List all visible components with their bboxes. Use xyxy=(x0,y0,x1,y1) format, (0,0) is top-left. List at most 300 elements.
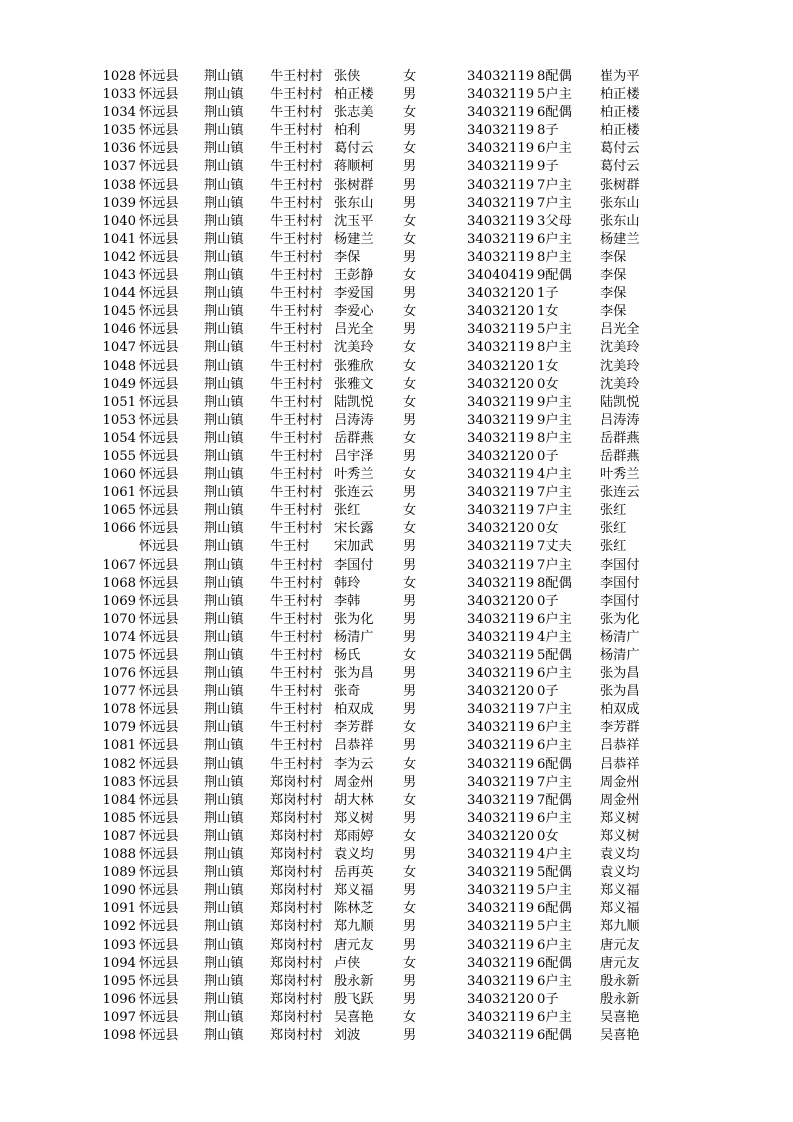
cell-county: 怀远县 xyxy=(139,593,179,609)
cell-county: 怀远县 xyxy=(139,937,179,953)
cell-village: 郑岗村村 xyxy=(270,955,323,971)
table-row xyxy=(0,231,793,249)
cell-town: 荆山镇 xyxy=(204,105,244,121)
table-row xyxy=(0,918,793,936)
cell-head: 崔为平 xyxy=(600,69,640,84)
table-row xyxy=(0,701,793,719)
cell-gender: 男 xyxy=(403,177,417,193)
cell-name: 杨建兰 xyxy=(334,231,374,247)
cell-gender: 男 xyxy=(403,159,417,175)
cell-name: 宋加武 xyxy=(334,539,374,555)
cell-village: 郑岗村村 xyxy=(270,792,323,808)
cell-rel: 4户主 xyxy=(537,847,572,863)
cell-rel: 9子 xyxy=(537,159,559,175)
cell-name: 周金州 xyxy=(334,774,374,790)
cell-head: 殷永新 xyxy=(600,991,640,1007)
cell-village: 牛王村村 xyxy=(270,756,323,772)
table-row xyxy=(0,86,793,104)
cell-head: 周金州 xyxy=(600,774,640,790)
cell-gender: 男 xyxy=(403,774,417,790)
cell-village: 郑岗村村 xyxy=(270,1009,323,1025)
cell-idnum: 34032119 xyxy=(467,629,535,645)
cell-id: 1094 xyxy=(102,955,136,971)
cell-head: 袁义均 xyxy=(600,847,640,863)
cell-name: 岳群燕 xyxy=(334,430,374,446)
cell-town: 荆山镇 xyxy=(204,503,244,519)
cell-village: 牛王村村 xyxy=(270,702,323,718)
cell-name: 张为昌 xyxy=(334,666,374,682)
cell-idnum: 34032120 xyxy=(467,593,535,609)
cell-gender: 男 xyxy=(403,593,417,609)
cell-rel: 7户主 xyxy=(537,557,572,573)
cell-head: 岳群燕 xyxy=(600,430,640,446)
table-row xyxy=(0,213,793,231)
cell-village: 牛王村村 xyxy=(270,394,323,410)
cell-id: 1093 xyxy=(102,937,136,953)
cell-idnum: 34040419 xyxy=(467,268,535,284)
cell-town: 荆山镇 xyxy=(204,792,244,808)
table-row xyxy=(0,321,793,339)
cell-gender: 男 xyxy=(403,322,417,338)
cell-village: 牛王村村 xyxy=(270,159,323,175)
cell-name: 刘波 xyxy=(334,1027,361,1043)
cell-id: 1083 xyxy=(102,774,136,790)
cell-rel: 6户主 xyxy=(537,141,572,157)
cell-village: 牛王村村 xyxy=(270,575,323,591)
cell-idnum: 34032119 xyxy=(467,249,535,265)
cell-head: 李保 xyxy=(600,249,627,265)
cell-gender: 男 xyxy=(403,485,417,501)
cell-rel: 4户主 xyxy=(537,629,572,645)
table-row xyxy=(0,900,793,918)
cell-idnum: 34032119 xyxy=(467,539,535,555)
cell-name: 郑雨婷 xyxy=(334,828,374,844)
cell-gender: 女 xyxy=(403,340,417,356)
cell-county: 怀远县 xyxy=(139,213,179,229)
cell-county: 怀远县 xyxy=(139,1009,179,1025)
table-row xyxy=(0,665,793,683)
cell-id: 1061 xyxy=(102,485,136,501)
table-row xyxy=(0,285,793,303)
cell-head: 郑义树 xyxy=(600,828,640,844)
cell-id: 1098 xyxy=(102,1027,136,1043)
cell-gender: 女 xyxy=(403,792,417,808)
cell-idnum: 34032119 xyxy=(467,467,535,483)
cell-idnum: 34032119 xyxy=(467,412,535,428)
cell-id: 1051 xyxy=(102,394,136,410)
cell-rel: 5户主 xyxy=(537,883,572,899)
cell-town: 荆山镇 xyxy=(204,629,244,645)
table-row xyxy=(0,557,793,575)
cell-county: 怀远县 xyxy=(139,340,179,356)
cell-gender: 男 xyxy=(403,1027,417,1043)
cell-county: 怀远县 xyxy=(139,430,179,446)
cell-rel: 0女 xyxy=(537,376,559,392)
cell-id: 1038 xyxy=(102,177,136,193)
cell-county: 怀远县 xyxy=(139,774,179,790)
cell-head: 柏正楼 xyxy=(600,123,640,139)
cell-id: 1084 xyxy=(102,792,136,808)
cell-name: 陈林芝 xyxy=(334,901,374,917)
cell-name: 蒋顺柯 xyxy=(334,159,374,175)
cell-rel: 7户主 xyxy=(537,774,572,790)
cell-idnum: 34032119 xyxy=(467,720,535,736)
cell-county: 怀远县 xyxy=(139,448,179,464)
cell-name: 张侠 xyxy=(334,69,361,84)
cell-id: 1088 xyxy=(102,847,136,863)
cell-id: 1087 xyxy=(102,828,136,844)
cell-village: 郑岗村村 xyxy=(270,1027,323,1043)
cell-id: 1044 xyxy=(102,286,136,302)
cell-rel: 5配偶 xyxy=(537,648,572,663)
cell-name: 吕恭祥 xyxy=(334,738,374,754)
cell-id: 1070 xyxy=(102,611,136,627)
cell-county: 怀远县 xyxy=(139,485,179,501)
cell-head: 吴喜艳 xyxy=(600,1009,640,1025)
cell-town: 荆山镇 xyxy=(204,412,244,428)
cell-county: 怀远县 xyxy=(139,231,179,247)
table-row xyxy=(0,195,793,213)
cell-village: 牛王村村 xyxy=(270,611,323,627)
cell-idnum: 34032119 xyxy=(467,792,535,808)
cell-idnum: 34032119 xyxy=(467,901,535,917)
cell-id: 1097 xyxy=(102,1009,136,1025)
cell-town: 荆山镇 xyxy=(204,955,244,971)
cell-gender: 女 xyxy=(403,430,417,446)
cell-gender: 男 xyxy=(403,629,417,645)
table-row xyxy=(0,502,793,520)
cell-town: 荆山镇 xyxy=(204,249,244,265)
cell-id: 1095 xyxy=(102,973,136,989)
cell-gender: 男 xyxy=(403,666,417,682)
cell-head: 唐元友 xyxy=(600,937,640,953)
cell-name: 郑义福 xyxy=(334,883,374,899)
cell-head: 沈美玲 xyxy=(600,376,640,392)
cell-name: 韩玲 xyxy=(334,575,361,591)
cell-gender: 女 xyxy=(403,1009,417,1025)
cell-town: 荆山镇 xyxy=(204,69,244,84)
cell-village: 牛王村村 xyxy=(270,358,323,374)
cell-town: 荆山镇 xyxy=(204,702,244,718)
cell-idnum: 34032119 xyxy=(467,865,535,881)
cell-id: 1054 xyxy=(102,430,136,446)
cell-rel: 6配偶 xyxy=(537,955,572,971)
table-row xyxy=(0,339,793,357)
cell-name: 柏正楼 xyxy=(334,87,374,103)
table-row xyxy=(0,303,793,321)
cell-name: 郑义树 xyxy=(334,810,374,826)
cell-name: 杨清广 xyxy=(334,629,374,645)
cell-town: 荆山镇 xyxy=(204,1009,244,1025)
cell-head: 李芳群 xyxy=(600,720,640,736)
cell-name: 袁义均 xyxy=(334,847,374,863)
cell-idnum: 34032119 xyxy=(467,1027,535,1043)
cell-town: 荆山镇 xyxy=(204,557,244,573)
cell-idnum: 34032119 xyxy=(467,430,535,446)
cell-id: 1079 xyxy=(102,720,136,736)
cell-rel: 7户主 xyxy=(537,485,572,501)
cell-idnum: 34032119 xyxy=(467,702,535,718)
cell-rel: 6户主 xyxy=(537,611,572,627)
table-row xyxy=(0,647,793,665)
cell-county: 怀远县 xyxy=(139,322,179,338)
cell-town: 荆山镇 xyxy=(204,485,244,501)
cell-county: 怀远县 xyxy=(139,159,179,175)
cell-village: 牛王村村 xyxy=(270,720,323,736)
cell-idnum: 34032119 xyxy=(467,611,535,627)
cell-head: 张红 xyxy=(600,521,627,537)
cell-county: 怀远县 xyxy=(139,177,179,193)
cell-county: 怀远县 xyxy=(139,358,179,374)
cell-idnum: 34032119 xyxy=(467,810,535,826)
cell-county: 怀远县 xyxy=(139,991,179,1007)
cell-rel: 0女 xyxy=(537,521,559,537)
cell-county: 怀远县 xyxy=(139,973,179,989)
cell-head: 李国付 xyxy=(600,575,640,591)
cell-town: 荆山镇 xyxy=(204,123,244,139)
cell-name: 唐元友 xyxy=(334,937,374,953)
cell-town: 荆山镇 xyxy=(204,865,244,881)
cell-name: 殷飞跃 xyxy=(334,991,374,1007)
cell-idnum: 34032119 xyxy=(467,87,535,103)
table-row xyxy=(0,484,793,502)
cell-village: 牛王村村 xyxy=(270,448,323,464)
cell-county: 怀远县 xyxy=(139,249,179,265)
cell-rel: 7户主 xyxy=(537,177,572,193)
cell-rel: 6配偶 xyxy=(537,105,572,121)
cell-head: 李保 xyxy=(600,286,627,302)
cell-village: 牛王村村 xyxy=(270,666,323,682)
cell-rel: 3父母 xyxy=(537,213,572,229)
cell-gender: 女 xyxy=(403,828,417,844)
cell-county: 怀远县 xyxy=(139,467,179,483)
cell-id: 1085 xyxy=(102,810,136,826)
cell-village: 牛王村村 xyxy=(270,304,323,320)
cell-id: 1049 xyxy=(102,376,136,392)
table-row xyxy=(0,737,793,755)
cell-head: 李国付 xyxy=(600,593,640,609)
table-row xyxy=(0,249,793,267)
cell-head: 张为昌 xyxy=(600,684,640,700)
cell-town: 荆山镇 xyxy=(204,611,244,627)
cell-idnum: 34032119 xyxy=(467,738,535,754)
cell-rel: 5户主 xyxy=(537,87,572,103)
cell-county: 怀远县 xyxy=(139,376,179,392)
cell-county: 怀远县 xyxy=(139,1027,179,1043)
table-row xyxy=(0,1027,793,1045)
cell-town: 荆山镇 xyxy=(204,521,244,537)
cell-head: 袁义均 xyxy=(600,865,640,881)
cell-name: 吕光全 xyxy=(334,322,374,338)
cell-town: 荆山镇 xyxy=(204,141,244,157)
cell-gender: 男 xyxy=(403,973,417,989)
cell-head: 李国付 xyxy=(600,557,640,573)
cell-gender: 女 xyxy=(403,467,417,483)
cell-county: 怀远县 xyxy=(139,919,179,935)
cell-id: 1036 xyxy=(102,141,136,157)
table-row xyxy=(0,448,793,466)
table-row xyxy=(0,973,793,991)
cell-village: 郑岗村村 xyxy=(270,937,323,953)
cell-head: 张树群 xyxy=(600,177,640,193)
table-row xyxy=(0,177,793,195)
table-row xyxy=(0,846,793,864)
cell-gender: 女 xyxy=(403,231,417,247)
cell-name: 张志美 xyxy=(334,105,374,121)
cell-county: 怀远县 xyxy=(139,792,179,808)
cell-idnum: 34032119 xyxy=(467,847,535,863)
cell-town: 荆山镇 xyxy=(204,828,244,844)
cell-village: 牛王村村 xyxy=(270,87,323,103)
cell-head: 吕恭祥 xyxy=(600,738,640,754)
cell-idnum: 34032120 xyxy=(467,828,535,844)
cell-idnum: 34032119 xyxy=(467,105,535,121)
cell-rel: 7户主 xyxy=(537,503,572,519)
cell-head: 殷永新 xyxy=(600,973,640,989)
cell-village: 牛王村村 xyxy=(270,684,323,700)
cell-county: 怀远县 xyxy=(139,611,179,627)
cell-id: 1046 xyxy=(102,322,136,338)
cell-name: 李爱心 xyxy=(334,304,374,320)
cell-head: 吴喜艳 xyxy=(600,1027,640,1043)
cell-rel: 7户主 xyxy=(537,702,572,718)
cell-idnum: 34032119 xyxy=(467,557,535,573)
cell-gender: 男 xyxy=(403,123,417,139)
cell-head: 郑义树 xyxy=(600,810,640,826)
cell-county: 怀远县 xyxy=(139,955,179,971)
cell-name: 郑九顺 xyxy=(334,919,374,935)
cell-county: 怀远县 xyxy=(139,738,179,754)
cell-id: 1075 xyxy=(102,648,136,663)
table-row xyxy=(0,611,793,629)
cell-name: 胡大林 xyxy=(334,792,374,808)
cell-idnum: 34032120 xyxy=(467,304,535,320)
cell-gender: 女 xyxy=(403,141,417,157)
cell-id: 1035 xyxy=(102,123,136,139)
cell-county: 怀远县 xyxy=(139,141,179,157)
cell-name: 沈玉平 xyxy=(334,213,374,229)
cell-county: 怀远县 xyxy=(139,412,179,428)
cell-rel: 0子 xyxy=(537,448,559,464)
cell-gender: 女 xyxy=(403,376,417,392)
table-row xyxy=(0,1009,793,1027)
cell-gender: 男 xyxy=(403,883,417,899)
cell-head: 张东山 xyxy=(600,195,640,211)
cell-county: 怀远县 xyxy=(139,828,179,844)
cell-town: 荆山镇 xyxy=(204,340,244,356)
cell-gender: 男 xyxy=(403,810,417,826)
cell-idnum: 34032119 xyxy=(467,322,535,338)
cell-county: 怀远县 xyxy=(139,286,179,302)
cell-id: 1082 xyxy=(102,756,136,772)
cell-name: 王彭静 xyxy=(334,268,374,284)
cell-rel: 6户主 xyxy=(537,720,572,736)
table-row xyxy=(0,937,793,955)
cell-head: 葛付云 xyxy=(600,141,640,157)
cell-village: 郑岗村村 xyxy=(270,828,323,844)
table-row xyxy=(0,575,793,593)
cell-idnum: 34032119 xyxy=(467,883,535,899)
cell-name: 李芳群 xyxy=(334,720,374,736)
cell-name: 杨氏 xyxy=(334,648,361,663)
cell-village: 牛王村村 xyxy=(270,412,323,428)
cell-rel: 0子 xyxy=(537,684,559,700)
cell-rel: 0子 xyxy=(537,991,559,1007)
cell-id: 1068 xyxy=(102,575,136,591)
cell-rel: 7配偶 xyxy=(537,792,572,808)
cell-name: 殷永新 xyxy=(334,973,374,989)
cell-id: 1041 xyxy=(102,231,136,247)
table-row xyxy=(0,412,793,430)
cell-town: 荆山镇 xyxy=(204,268,244,284)
cell-head: 杨清广 xyxy=(600,648,640,663)
table-row xyxy=(0,68,793,86)
cell-id: 1055 xyxy=(102,448,136,464)
cell-gender: 女 xyxy=(403,865,417,881)
cell-idnum: 34032119 xyxy=(467,177,535,193)
cell-idnum: 34032120 xyxy=(467,286,535,302)
cell-head: 张红 xyxy=(600,539,627,555)
cell-id: 1042 xyxy=(102,249,136,265)
cell-town: 荆山镇 xyxy=(204,720,244,736)
spreadsheet-table xyxy=(0,68,793,1045)
cell-idnum: 34032120 xyxy=(467,448,535,464)
table-row xyxy=(0,991,793,1009)
cell-village: 牛王村村 xyxy=(270,322,323,338)
cell-village: 郑岗村村 xyxy=(270,901,323,917)
cell-id: 1053 xyxy=(102,412,136,428)
cell-town: 荆山镇 xyxy=(204,810,244,826)
cell-village: 牛王村村 xyxy=(270,340,323,356)
cell-head: 张为昌 xyxy=(600,666,640,682)
cell-town: 荆山镇 xyxy=(204,448,244,464)
cell-head: 李保 xyxy=(600,304,627,320)
cell-county: 怀远县 xyxy=(139,756,179,772)
table-row xyxy=(0,882,793,900)
cell-name: 张为化 xyxy=(334,611,374,627)
cell-village: 郑岗村村 xyxy=(270,919,323,935)
cell-county: 怀远县 xyxy=(139,268,179,284)
cell-idnum: 34032119 xyxy=(467,666,535,682)
cell-head: 吕涛涛 xyxy=(600,412,640,428)
cell-town: 荆山镇 xyxy=(204,1027,244,1043)
cell-gender: 男 xyxy=(403,412,417,428)
cell-id: 1069 xyxy=(102,593,136,609)
cell-gender: 男 xyxy=(403,991,417,1007)
cell-head: 李保 xyxy=(600,268,627,284)
table-row xyxy=(0,629,793,647)
cell-rel: 0女 xyxy=(537,828,559,844)
cell-county: 怀远县 xyxy=(139,648,179,663)
cell-town: 荆山镇 xyxy=(204,756,244,772)
table-row xyxy=(0,376,793,394)
cell-gender: 男 xyxy=(403,702,417,718)
cell-idnum: 34032119 xyxy=(467,756,535,772)
cell-town: 荆山镇 xyxy=(204,666,244,682)
table-row xyxy=(0,828,793,846)
cell-gender: 女 xyxy=(403,955,417,971)
cell-village: 牛王村村 xyxy=(270,141,323,157)
cell-head: 郑义福 xyxy=(600,901,640,917)
cell-id: 1028 xyxy=(102,69,136,84)
table-row xyxy=(0,466,793,484)
cell-town: 荆山镇 xyxy=(204,467,244,483)
cell-village: 牛王村村 xyxy=(270,213,323,229)
cell-village: 牛王村村 xyxy=(270,593,323,609)
cell-head: 唐元友 xyxy=(600,955,640,971)
cell-county: 怀远县 xyxy=(139,69,179,84)
table-row xyxy=(0,864,793,882)
